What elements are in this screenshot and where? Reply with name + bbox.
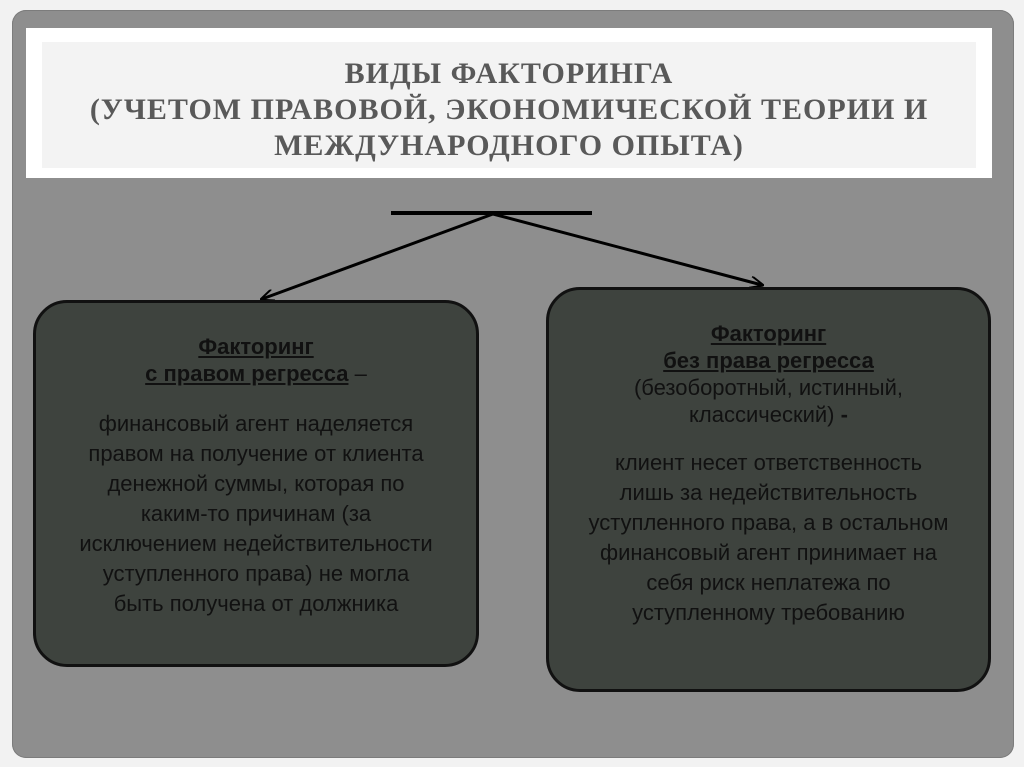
right-subtitle-line-1: (безоборотный, истинный, <box>633 375 904 400</box>
title-line-3: МЕЖДУНАРОДНОГО ОПЫТА) <box>274 129 744 162</box>
right-subtitle-dash: - <box>834 402 848 427</box>
left-description <box>50 409 462 619</box>
right-description-line: лишь за недействительность <box>619 480 918 505</box>
right-description-line: клиент несет ответственность <box>614 450 923 475</box>
right-description-line: уступленного права, а в остальном <box>588 510 949 535</box>
right-heading-line-1: Факторинг <box>710 321 827 346</box>
left-description-line: финансовый агент наделяется <box>98 411 414 436</box>
factoring-without-recourse-box <box>546 287 991 692</box>
title-line-2: (УЧЕТОМ ПРАВОВОЙ, ЭКОНОМИЧЕСКОЙ ТЕОРИИ И <box>89 93 929 126</box>
arrow-right <box>493 214 762 285</box>
right-description <box>563 448 974 628</box>
left-heading-line-1: Факторинг <box>198 334 314 359</box>
right-heading-line-2: без права регресса <box>663 348 874 373</box>
factoring-with-recourse-box <box>33 300 479 667</box>
right-description-line: уступленному требованию <box>632 600 905 625</box>
right-subtitle-line-2 <box>563 401 974 428</box>
left-description-line: денежной суммы, которая по <box>107 471 405 496</box>
left-description-line: правом на получение от клиента <box>88 441 424 466</box>
left-heading-text: с правом регресса <box>145 361 349 386</box>
left-description-line: быть получена от должника <box>113 591 399 616</box>
left-description-line: уступленного права) не могла <box>102 561 410 586</box>
left-description-line: исключением недействительности <box>79 531 433 556</box>
left-heading-line-2 <box>50 360 462 387</box>
right-description-line: финансовый агент принимает на <box>600 540 937 565</box>
right-subtitle-text: классический) <box>689 402 835 427</box>
title-line-1: ВИДЫ ФАКТОРИНГА <box>344 57 674 90</box>
left-description-line: каким-то причинам (за <box>140 501 372 526</box>
left-heading-dash: – <box>348 361 367 386</box>
right-description-line: себя риск неплатежа по <box>646 570 891 595</box>
arrow-left <box>262 214 493 299</box>
